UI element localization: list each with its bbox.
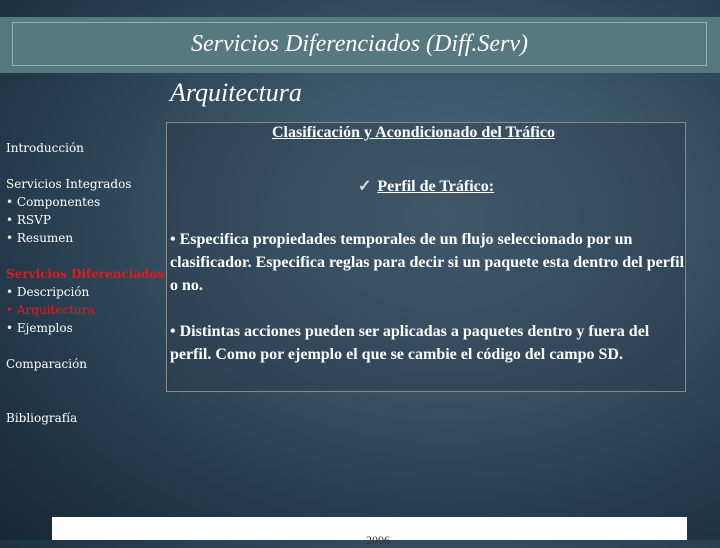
- nav-item-resumen[interactable]: • Resumen: [6, 231, 74, 245]
- paragraph-1: • Especifica propiedades temporales de un flujo seleccionado por un clasificador. Especifica reglas para decir si un paquete esta dentro del perfil o no.: [170, 231, 685, 294]
- footer-year: 2006: [366, 533, 390, 547]
- nav-bibliografia[interactable]: Bibliografía: [6, 411, 78, 425]
- profile-heading: [358, 176, 494, 196]
- nav-item-componentes[interactable]: • Componentes: [6, 195, 101, 209]
- header-title-box: [12, 22, 707, 66]
- nav-servicios-integrados[interactable]: Servicios Integrados: [6, 177, 132, 191]
- content-title: Clasificación y Acondicionado del Tráfico: [272, 124, 555, 141]
- nav-item-ejemplos[interactable]: • Ejemplos: [6, 321, 73, 335]
- checkmark-icon: ✓: [358, 178, 372, 195]
- sidebar-nav: [6, 139, 166, 427]
- nav-item-arquitectura[interactable]: • Arquitectura: [6, 303, 95, 317]
- paragraph-2: • Distintas acciones pueden ser aplicadas a paquetes dentro y fuera del perfil. Como por ejemplo el que se cambie el código del campo SD.: [170, 323, 650, 363]
- profile-label: Perfil de Tráfico:: [377, 178, 495, 195]
- nav-item-descripcion[interactable]: • Descripción: [6, 285, 90, 299]
- nav-servicios-diferenciados[interactable]: Servicios Diferenciados: [6, 267, 165, 281]
- nav-comparacion[interactable]: Comparación: [6, 357, 88, 371]
- section-subtitle: Arquitectura: [170, 78, 302, 107]
- nav-item-rsvp[interactable]: • RSVP: [6, 213, 51, 227]
- nav-introduccion[interactable]: Introducción: [6, 141, 84, 155]
- slide-title: Servicios Diferenciados (Diff.Serv): [190, 30, 529, 57]
